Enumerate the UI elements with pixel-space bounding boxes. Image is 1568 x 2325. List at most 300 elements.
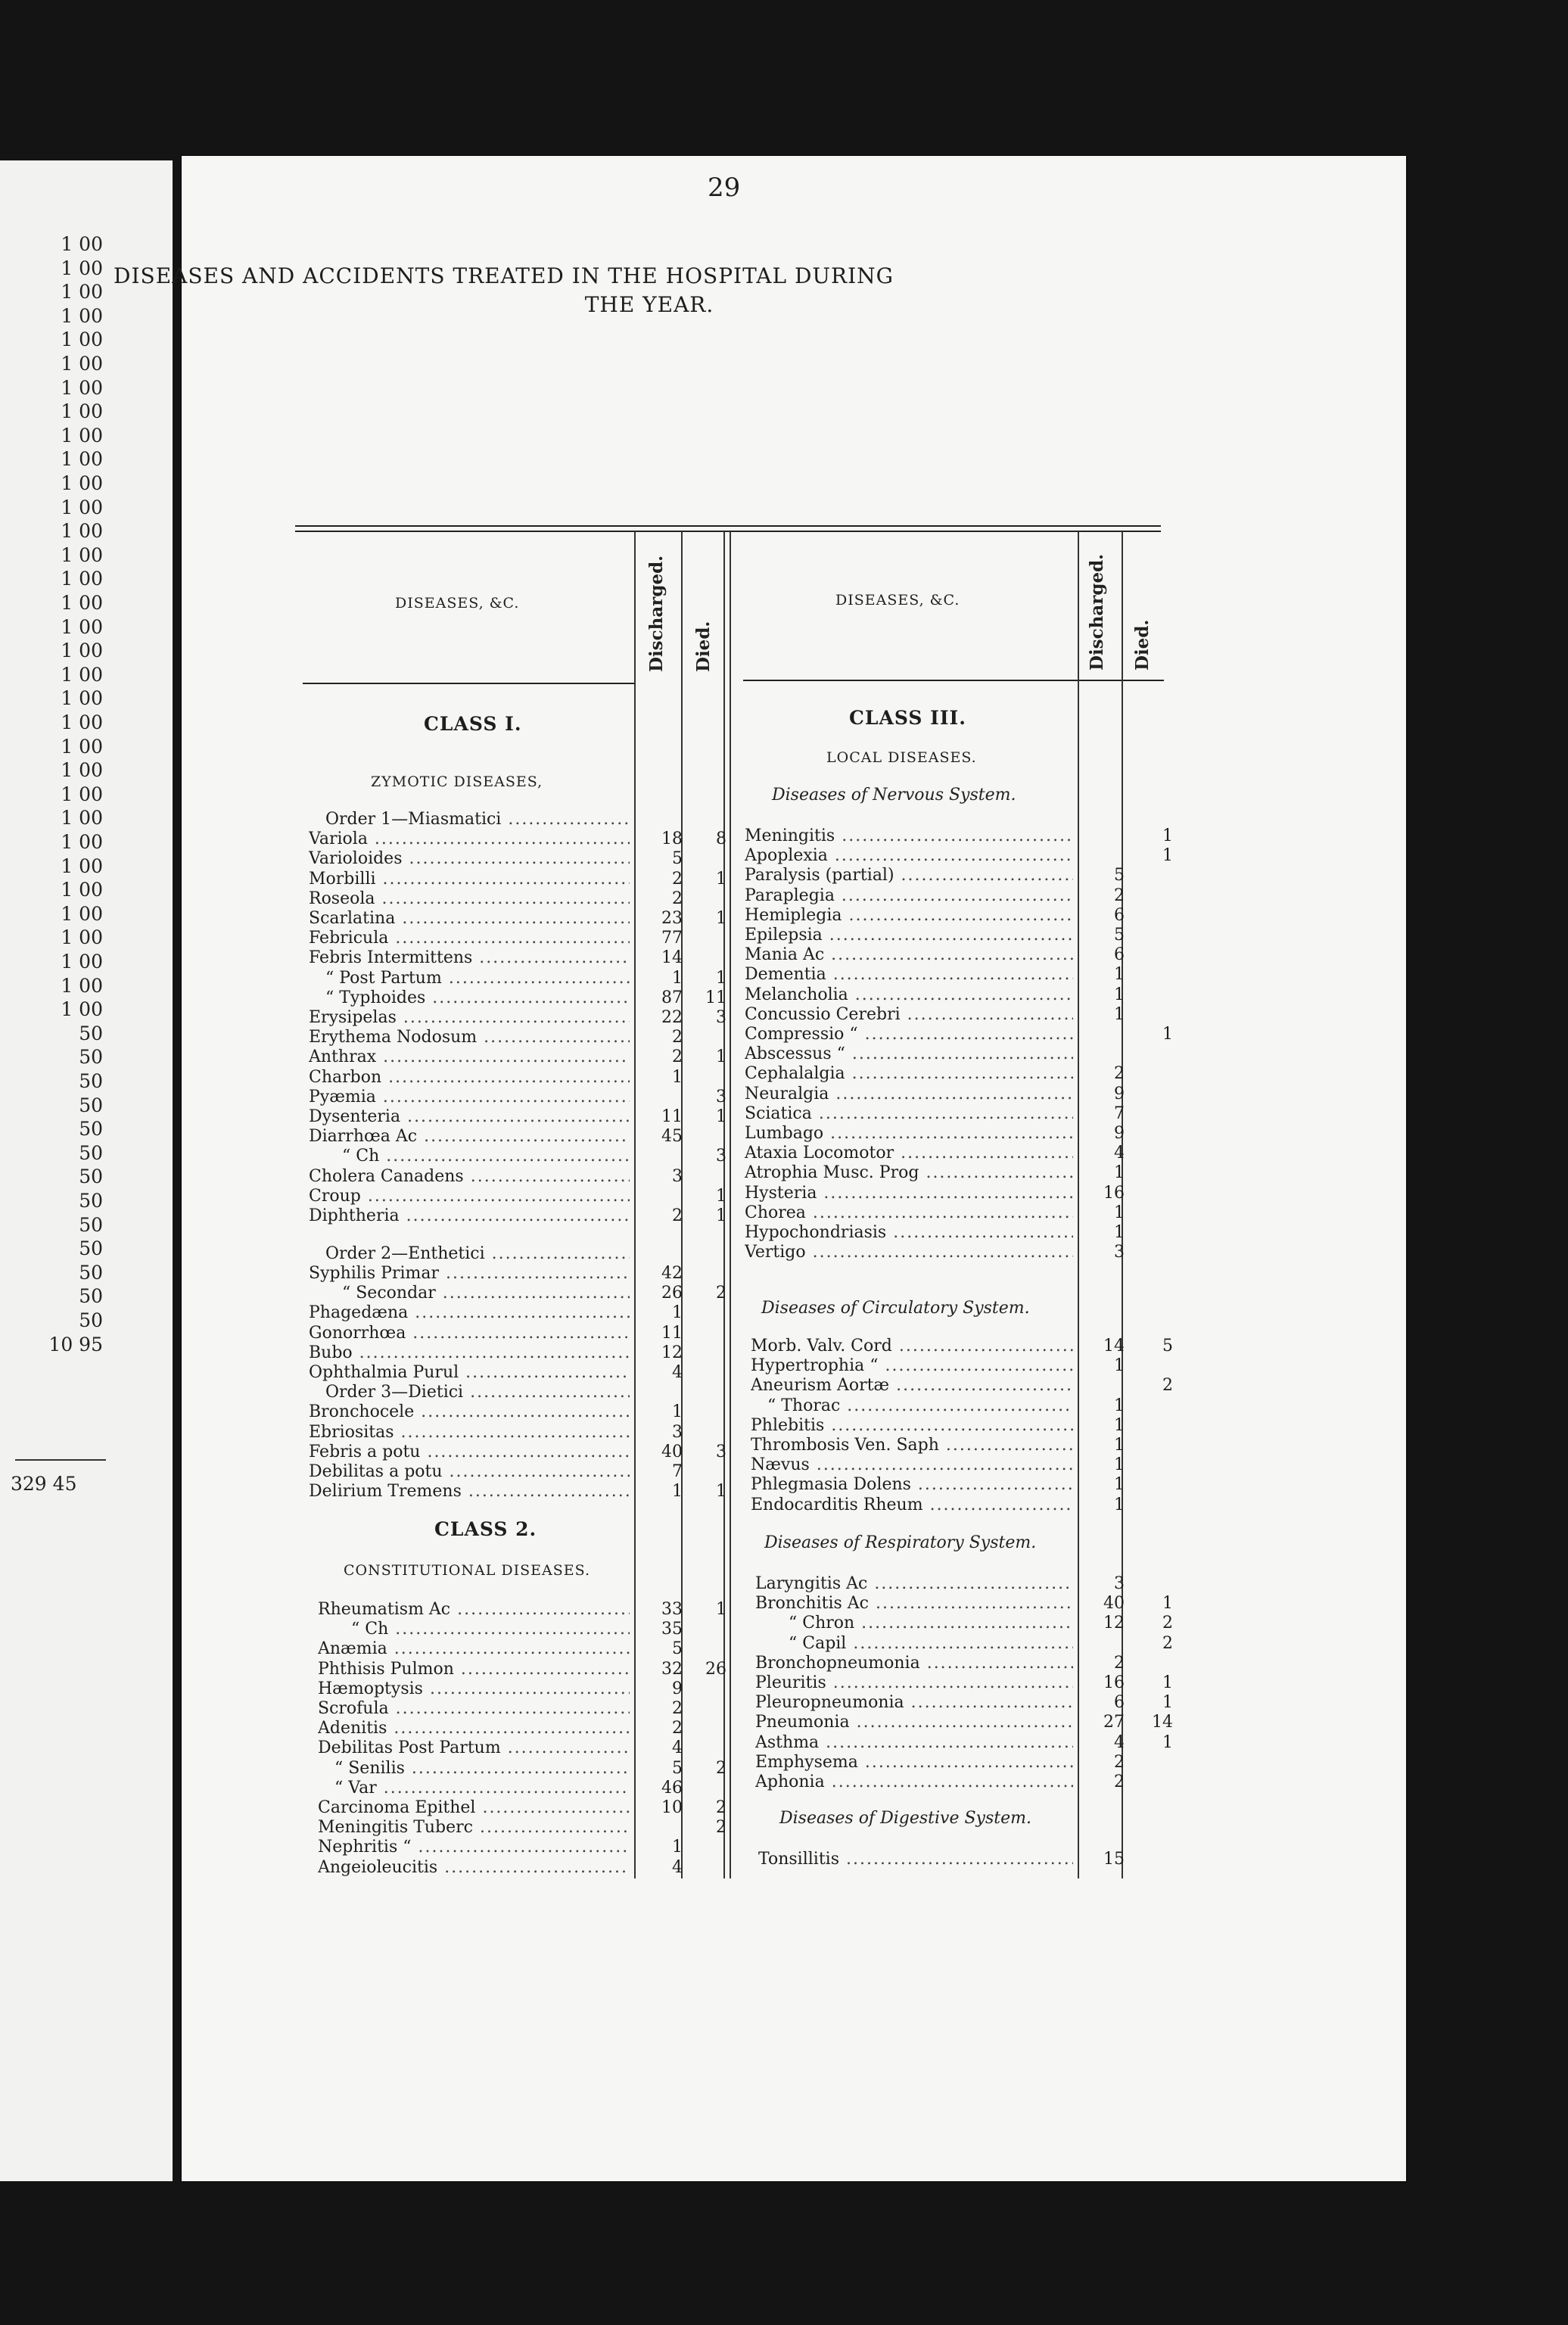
table-row	[0, 1104, 1568, 1124]
table-row	[0, 1475, 1568, 1495]
discharged-count: 12	[661, 1343, 683, 1362]
disease-name: Adenitis .....	[318, 1719, 630, 1738]
disease-name: “ Post Partum .....	[325, 969, 630, 988]
discharged-count: 6	[1114, 1693, 1125, 1713]
discharged-count: 7	[672, 1461, 683, 1481]
table-row	[0, 926, 1568, 945]
discharged-count: 1	[672, 1482, 683, 1502]
table-row	[0, 1243, 1568, 1262]
disease-name: Asthma .....	[755, 1733, 1073, 1753]
table-row	[0, 1634, 1568, 1654]
table-row	[0, 1713, 1568, 1732]
class-1-title: CLASS I.	[424, 713, 522, 735]
header-rule-left	[303, 683, 636, 684]
previous-page-value: 1 00	[61, 807, 103, 829]
disease-name: Pyæmia .....	[309, 1088, 630, 1107]
previous-page-value: 1 00	[61, 592, 103, 614]
previous-page-value: 1 00	[61, 854, 103, 877]
disease-name: Syphilis Primar .....	[309, 1264, 630, 1284]
discharged-count: 1	[1114, 1223, 1125, 1242]
class-3-subtitle: LOCAL DISEASES.	[826, 749, 977, 766]
page-title-line1: DISEASES AND ACCIDENTS TREATED IN THE HOSPITAL DURING	[114, 263, 894, 288]
died-count: 26	[705, 1659, 726, 1679]
died-count: 1	[1162, 1732, 1173, 1752]
previous-page-value: 1 00	[61, 735, 103, 758]
died-count: 1	[716, 1107, 726, 1126]
discharged-count: 1	[672, 1402, 683, 1422]
previous-page-value: 50	[79, 1237, 103, 1260]
disease-name: Atrophia Musc. Prog .....	[745, 1163, 1073, 1183]
disease-name: Thrombosis Ven. Saph .....	[751, 1436, 1073, 1455]
table-row	[0, 1261, 1568, 1284]
disease-name: Chorea .....	[745, 1203, 1073, 1223]
disease-name: Aneurism Aortæ .....	[751, 1376, 1073, 1396]
header-diseases-left: DISEASES, &C.	[395, 595, 520, 612]
table-row	[0, 1733, 1568, 1753]
previous-page-value: 1 00	[61, 472, 103, 494]
died-count: 3	[716, 1147, 726, 1166]
discharged-count: 3	[672, 1166, 683, 1186]
disease-name: Order 2—Enthetici .....	[325, 1244, 630, 1264]
disease-name: Morbilli .....	[309, 870, 630, 889]
died-count: 1	[716, 1047, 726, 1067]
disease-name: Laryngitis Ac .....	[755, 1574, 1073, 1594]
disease-name: Epilepsia .....	[745, 926, 1073, 945]
table-row	[0, 1614, 1568, 1633]
previous-page-value: 1 00	[61, 974, 103, 997]
previous-page-value: 50	[79, 1118, 103, 1141]
disease-name: Febris a potu .....	[309, 1443, 630, 1462]
disease-name: “ Ch .....	[351, 1620, 630, 1639]
disease-name: Pleuritis .....	[755, 1673, 1073, 1693]
disease-name: Hemiplegia .....	[745, 906, 1073, 926]
discharged-count: 2	[672, 889, 683, 908]
disease-name: Scarlatina .....	[309, 909, 630, 929]
discharged-count: 1	[1114, 1163, 1125, 1183]
died-count: 1	[1162, 826, 1173, 845]
discharged-count: 14	[1103, 1337, 1125, 1355]
table-row	[0, 1203, 1568, 1223]
discharged-count: 1	[1114, 1495, 1125, 1514]
discharged-count: 5	[1114, 926, 1125, 945]
discharged-count: 6	[1114, 945, 1125, 965]
table-row	[0, 945, 1568, 965]
discharged-count: 42	[661, 1263, 683, 1283]
discharged-count: 22	[661, 1008, 683, 1027]
disease-name: Sciatica .....	[745, 1104, 1073, 1124]
table-row	[0, 1124, 1568, 1144]
discharged-count: 15	[1103, 1850, 1125, 1869]
discharged-count: 2	[672, 1699, 683, 1718]
disease-name: Emphysema .....	[755, 1753, 1073, 1773]
class-3-title: CLASS III.	[849, 707, 966, 729]
previous-page-value: 1 00	[61, 328, 103, 351]
died-count: 1	[716, 869, 726, 889]
class-2-title: CLASS 2.	[434, 1518, 537, 1540]
table-row	[0, 1163, 1568, 1183]
disease-name: Anæmia .....	[318, 1639, 630, 1659]
disease-name: Diphtheria .....	[309, 1206, 630, 1226]
died-count: 5	[1162, 1337, 1173, 1355]
discharged-count: 5	[672, 849, 683, 869]
table-row	[0, 1850, 1568, 1869]
disease-name: Nephritis “ .....	[318, 1838, 630, 1857]
previous-page-value: 50	[79, 1261, 103, 1284]
discharged-count: 2	[672, 1047, 683, 1067]
previous-page-value: 10 95	[48, 1333, 103, 1355]
table-top-rule-2	[295, 531, 1161, 532]
disease-name: “ Chron .....	[789, 1614, 1073, 1633]
disease-name: Angeioleucitis .....	[318, 1858, 630, 1878]
disease-name: “ Capil .....	[789, 1634, 1073, 1654]
discharged-count: 1	[672, 968, 683, 988]
table-row	[0, 1654, 1568, 1673]
disease-name: Dementia .....	[745, 965, 1073, 985]
died-count: 3	[716, 1008, 726, 1027]
discharged-count: 35	[661, 1620, 683, 1639]
disease-name: Febricula .....	[309, 929, 630, 948]
disease-name: Paralysis (partial) .....	[745, 866, 1073, 885]
discharged-count: 1	[1114, 1436, 1125, 1455]
disease-name: Meningitis .....	[745, 826, 1073, 846]
disease-name: Debilitas Post Partum .....	[318, 1738, 630, 1758]
disease-name: Hæmoptysis .....	[318, 1679, 630, 1699]
discharged-count: 4	[672, 1857, 683, 1877]
header-discharged-right: Discharged.	[1087, 553, 1107, 671]
died-count: 2	[716, 1284, 726, 1303]
disease-name: Debilitas a potu .....	[309, 1462, 630, 1482]
previous-page-value: 50	[79, 1190, 103, 1212]
discharged-count: 33	[661, 1600, 683, 1619]
discharged-count: 40	[1103, 1594, 1125, 1614]
disease-name: Paraplegia .....	[745, 886, 1073, 906]
table-row	[0, 1337, 1568, 1356]
table-row	[0, 826, 1568, 846]
disease-name: Cephalalgia .....	[745, 1064, 1073, 1084]
discharged-count: 5	[672, 1639, 683, 1659]
discharged-count: 2	[672, 1206, 683, 1225]
died-count: 1	[1162, 1025, 1173, 1044]
previous-page-total: 329 45	[11, 1473, 77, 1495]
previous-page-value: 50	[79, 1046, 103, 1069]
header-died-right: Died.	[1132, 619, 1153, 671]
disease-name: Ataxia Locomotor .....	[745, 1144, 1073, 1163]
previous-page-value: 1 00	[61, 568, 103, 590]
disease-name: Rheumatism Ac .....	[318, 1600, 630, 1620]
disease-name: “ Thorac .....	[767, 1396, 1073, 1416]
previous-page-value: 50	[79, 1094, 103, 1116]
disease-name: Anthrax .....	[309, 1047, 630, 1067]
discharged-count: 16	[1103, 1673, 1125, 1692]
discharged-count: 77	[661, 929, 683, 948]
died-count: 1	[1162, 846, 1173, 866]
discharged-count: 1	[1114, 1415, 1125, 1435]
table-row	[0, 866, 1568, 885]
disease-name: Charbon .....	[309, 1068, 630, 1088]
previous-page-value: 1 00	[61, 663, 103, 686]
respiratory-system-title: Diseases of Respiratory System.	[764, 1533, 1037, 1552]
discharged-count: 1	[1114, 1004, 1125, 1024]
header-discharged-left: Discharged.	[646, 555, 667, 672]
disease-name: Lumbago .....	[745, 1124, 1073, 1144]
table-row	[0, 1693, 1568, 1713]
previous-page-value: 1 00	[61, 281, 103, 303]
previous-page-value: 1 00	[61, 496, 103, 518]
previous-page-value: 50	[79, 1285, 103, 1308]
previous-page-value: 1 00	[61, 951, 103, 973]
disease-name: Order 1—Miasmatici .....	[325, 810, 630, 829]
previous-page-value: 1 00	[61, 879, 103, 901]
discharged-count: 1	[1114, 1356, 1125, 1376]
discharged-count: 16	[1103, 1183, 1125, 1203]
disease-name: Vertigo .....	[745, 1243, 1073, 1262]
discharged-count: 26	[661, 1284, 683, 1303]
died-count: 1	[716, 1186, 726, 1206]
discharged-count: 1	[672, 1303, 683, 1323]
disease-name: Hypertrophia “ .....	[751, 1356, 1073, 1376]
table-row	[0, 1773, 1568, 1792]
previous-page-value: 1 00	[61, 783, 103, 805]
died-count: 8	[716, 829, 726, 849]
died-count: 1	[716, 1482, 726, 1502]
discharged-count: 46	[661, 1778, 683, 1797]
disease-name: Roseola .....	[309, 889, 630, 909]
disease-name: Febris Intermittens .....	[309, 948, 630, 968]
disease-name: “ Ch .....	[342, 1147, 630, 1166]
previous-page-value: 50	[79, 1141, 103, 1164]
table-row	[0, 846, 1568, 866]
discharged-count: 2	[1114, 1064, 1125, 1084]
discharged-count: 5	[1114, 866, 1125, 885]
disease-name: Bronchitis Ac .....	[755, 1594, 1073, 1614]
table-row	[0, 1673, 1568, 1693]
previous-page-value: 1 00	[61, 353, 103, 375]
discharged-count: 87	[661, 988, 683, 1007]
table-row	[0, 886, 1568, 906]
disease-name: Cholera Canadens .....	[309, 1167, 630, 1187]
discharged-count: 10	[661, 1798, 683, 1817]
disease-name: Compressio “ .....	[745, 1025, 1073, 1044]
disease-name: Erysipelas .....	[309, 1008, 630, 1028]
discharged-count: 12	[1103, 1614, 1125, 1633]
previous-page-value: 1 00	[61, 233, 103, 255]
died-count: 3	[716, 1442, 726, 1461]
discharged-count: 1	[672, 1067, 683, 1087]
table-row	[0, 1436, 1568, 1455]
disease-name: Varioloides .....	[309, 849, 630, 869]
discharged-count: 2	[1114, 1773, 1125, 1791]
previous-page-value: 1 00	[61, 448, 103, 471]
previous-page-value: 1 00	[61, 304, 103, 327]
discharged-count: 27	[1103, 1713, 1125, 1732]
died-count: 2	[716, 1818, 726, 1838]
disease-name: Phlegmasia Dolens .....	[751, 1475, 1073, 1495]
table-row	[0, 1818, 1568, 1838]
table-row	[0, 1184, 1568, 1203]
discharged-count: 2	[672, 1719, 683, 1738]
discharged-count: 2	[1114, 1752, 1125, 1772]
table-row	[0, 906, 1568, 926]
discharged-count: 4	[672, 1362, 683, 1382]
discharged-count: 4	[672, 1738, 683, 1758]
discharged-count: 1	[1114, 1396, 1125, 1415]
discharged-count: 3	[1114, 1574, 1125, 1593]
table-row	[0, 1574, 1568, 1594]
died-count: 1	[1162, 1693, 1173, 1713]
previous-page-value: 1 00	[61, 640, 103, 662]
died-count: 1	[716, 1206, 726, 1225]
disease-name: Pneumonia .....	[755, 1713, 1073, 1732]
disease-name: Morb. Valv. Cord .....	[751, 1337, 1073, 1356]
disease-name: Ebriositas .....	[309, 1423, 630, 1443]
previous-page-value: 1 00	[61, 520, 103, 543]
discharged-count: 45	[661, 1127, 683, 1147]
table-row	[0, 1064, 1568, 1084]
disease-name: Scrofula .....	[318, 1699, 630, 1719]
table-top-rule	[295, 525, 1161, 527]
disease-name: Nævus .....	[751, 1455, 1073, 1475]
died-count: 1	[1162, 1594, 1173, 1614]
died-count: 2	[1162, 1614, 1173, 1633]
disease-name: “ Senilis .....	[334, 1759, 630, 1779]
previous-page-value: 1 00	[61, 759, 103, 782]
disease-name: Hypochondriasis .....	[745, 1223, 1073, 1243]
disease-name: Phlebitis .....	[751, 1416, 1073, 1436]
disease-name: Phthisis Pulmon .....	[318, 1660, 630, 1679]
disease-name: Melancholia .....	[745, 985, 1073, 1005]
disease-name: Order 3—Dietici .....	[325, 1383, 630, 1402]
died-count: 1	[1162, 1673, 1173, 1692]
disease-name: Mania Ac .....	[745, 945, 1073, 965]
table-row	[0, 1303, 1568, 1323]
previous-page-value: 1 00	[61, 376, 103, 399]
disease-name: Tonsillitis .....	[758, 1850, 1073, 1869]
previous-page-value: 1 00	[61, 257, 103, 279]
discharged-count: 5	[672, 1758, 683, 1778]
table-row	[0, 1356, 1568, 1376]
discharged-count: 2	[672, 869, 683, 889]
table-row	[0, 1141, 1568, 1164]
disease-name: “ Typhoides .....	[325, 988, 630, 1008]
circulatory-system-title: Diseases of Circulatory System.	[761, 1299, 1030, 1318]
disease-name: Diarrhœa Ac .....	[309, 1127, 630, 1147]
discharged-count: 2	[1114, 1653, 1125, 1673]
table-row	[0, 1396, 1568, 1416]
table-row	[0, 1223, 1568, 1243]
disease-name: Erythema Nodosum .....	[309, 1028, 630, 1047]
digestive-system-title: Diseases of Digestive System.	[779, 1809, 1031, 1828]
discharged-count: 11	[661, 1323, 683, 1343]
discharged-count: 1	[1114, 1455, 1125, 1475]
previous-page-value: 50	[79, 1070, 103, 1092]
disease-name: Gonorrhœa .....	[309, 1324, 630, 1343]
discharged-count: 9	[1114, 1084, 1125, 1103]
previous-page-value: 1 00	[61, 687, 103, 710]
discharged-count: 2	[672, 1028, 683, 1047]
previous-page-value: 1 00	[61, 926, 103, 949]
died-count: 2	[716, 1798, 726, 1817]
page-title-line2: THE YEAR.	[584, 292, 714, 317]
table-row	[0, 1455, 1568, 1475]
disease-name: “ Var .....	[334, 1779, 630, 1798]
previous-page-value: 50	[79, 1166, 103, 1188]
discharged-count: 1	[1114, 985, 1125, 1004]
disease-name: Aphonia .....	[755, 1773, 1073, 1792]
disease-name: Variola .....	[309, 829, 630, 849]
previous-page-value: 50	[79, 1022, 103, 1044]
died-count: 2	[1162, 1633, 1173, 1653]
previous-page-value: 1 00	[61, 902, 103, 925]
disease-name: Croup .....	[309, 1187, 630, 1206]
table-row	[0, 1416, 1568, 1436]
disease-name: Apoplexia .....	[745, 846, 1073, 866]
disease-name: Carcinoma Epithel .....	[318, 1798, 630, 1818]
discharged-count: 4	[1114, 1732, 1125, 1752]
discharged-count: 4	[1114, 1144, 1125, 1163]
disease-name: Abscessus “ .....	[745, 1044, 1073, 1064]
table-row	[0, 965, 1568, 985]
died-count: 1	[716, 1600, 726, 1619]
discharged-count: 1	[1114, 1203, 1125, 1222]
disease-name: Dysenteria .....	[309, 1107, 630, 1127]
died-count: 11	[705, 988, 726, 1007]
died-count: 2	[716, 1758, 726, 1778]
discharged-count: 7	[1114, 1103, 1125, 1123]
disease-name: Bronchopneumonia .....	[755, 1654, 1073, 1673]
discharged-count: 1	[1114, 1475, 1125, 1495]
previous-page-value: 1 00	[61, 711, 103, 733]
disease-name: “ Secondar .....	[342, 1284, 630, 1303]
table-row	[0, 1284, 1568, 1303]
discharged-count: 11	[661, 1107, 683, 1126]
discharged-count: 9	[1114, 1124, 1125, 1143]
died-count: 14	[1152, 1713, 1173, 1732]
header-rule-right	[743, 680, 1164, 681]
table-row	[0, 1496, 1568, 1515]
disease-name: Concussio Cerebri .....	[745, 1005, 1073, 1025]
disease-name: Ophthalmia Purul .....	[309, 1363, 630, 1383]
class-2-subtitle: CONSTITUTIONAL DISEASES.	[344, 1562, 590, 1579]
table-row	[0, 1085, 1568, 1104]
died-count: 1	[716, 909, 726, 928]
table-row	[0, 1753, 1568, 1773]
previous-page-value: 1 00	[61, 998, 103, 1021]
header-diseases-right: DISEASES, &C.	[835, 592, 960, 608]
previous-page-value: 1 00	[61, 400, 103, 423]
died-count: 2	[1162, 1376, 1173, 1396]
discharged-count: 3	[672, 1422, 683, 1442]
discharged-count: 32	[661, 1659, 683, 1679]
table-row	[0, 985, 1568, 1005]
discharged-count: 1	[672, 1838, 683, 1857]
discharged-count: 2	[1114, 885, 1125, 905]
died-count: 3	[716, 1087, 726, 1106]
discharged-count: 9	[672, 1679, 683, 1698]
discharged-count: 23	[661, 909, 683, 928]
discharged-count: 40	[661, 1442, 683, 1461]
table-row	[0, 1376, 1568, 1396]
previous-page-value: 1 00	[61, 831, 103, 853]
disease-name: Bubo .....	[309, 1343, 630, 1363]
previous-page-value: 50	[79, 1213, 103, 1236]
disease-name: Meningitis Tuberc .....	[318, 1818, 630, 1838]
disease-name: Neuralgia .....	[745, 1085, 1073, 1104]
discharged-count: 3	[1114, 1243, 1125, 1262]
disease-name: Phagedæna .....	[309, 1303, 630, 1323]
class-1-subtitle: ZYMOTIC DISEASES,	[371, 773, 543, 790]
previous-page-value: 1 00	[61, 424, 103, 447]
header-died-left: Died.	[693, 621, 714, 672]
